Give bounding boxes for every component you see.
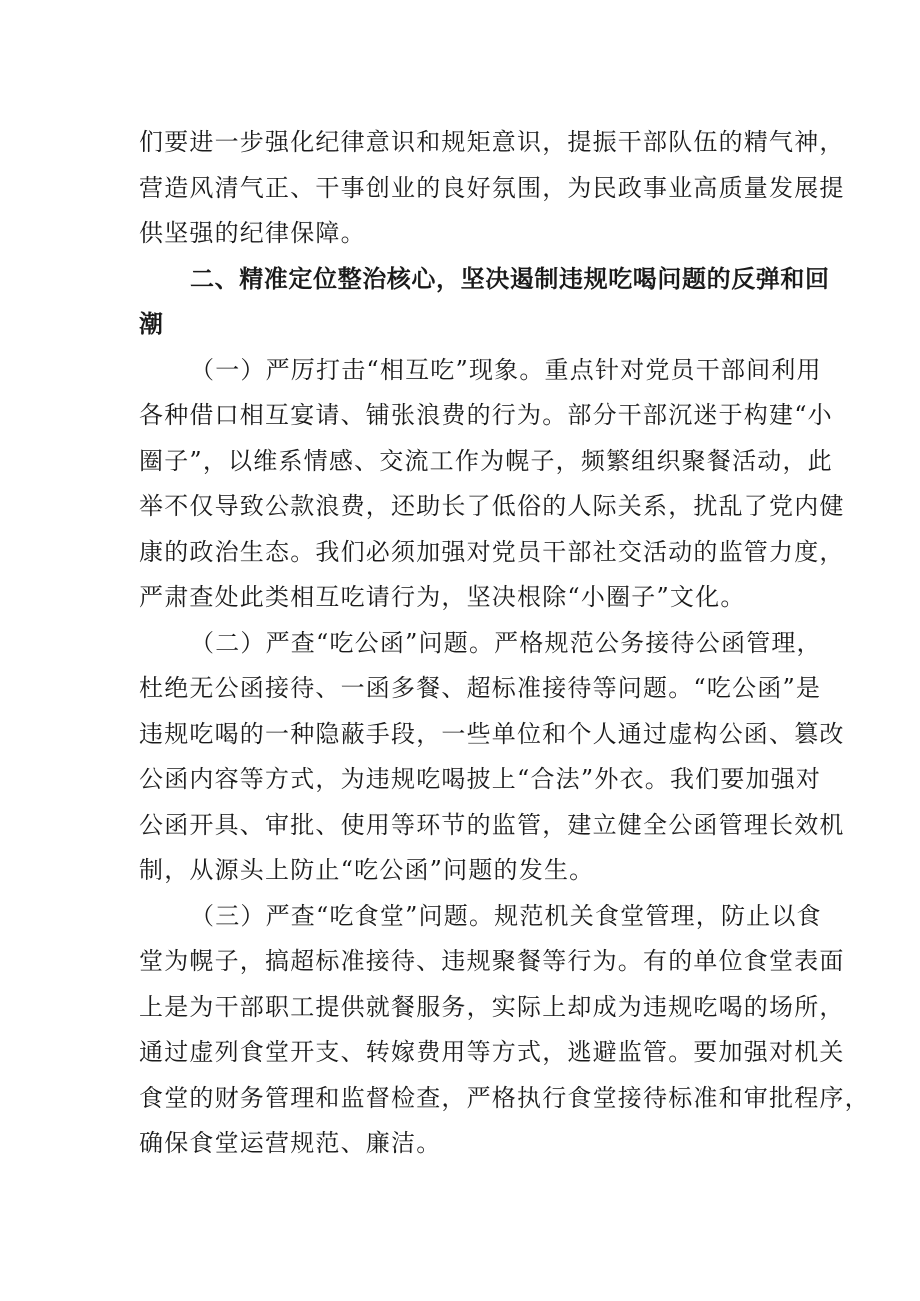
text-line: 们要进一步强化纪律意识和规矩意识，提振干部队伍的精气神， (139, 128, 845, 156)
text-line: 上是为干部职工提供就餐服务，实际上却成为违规吃喝的场所， (139, 992, 845, 1021)
text-line: 各种借口相互宴请、铺张浪费的行为。部分干部沉迷于构建“小 (139, 401, 833, 429)
text-line: （三）严查“吃食堂”问题。规范机关食堂管理，防止以食 (190, 901, 822, 930)
text-line: 圈子”，以维系情感、交流工作为幌子，频繁组织聚餐活动，此 (139, 446, 833, 475)
text-line: 举不仅导致公款浪费，还助长了低俗的人际关系，扰乱了党内健 (139, 492, 845, 520)
intro-paragraph (139, 120, 845, 257)
text-line: 杜绝无公函接待、一函多餐、超标准接待等问题。“吃公函”是 (139, 674, 822, 702)
text-line: 严肃查处此类相互吃请行为，坚决根除“小圈子”文化。 (139, 583, 746, 611)
text-line: 康的政治生态。我们必须加强对党员干部社交活动的监管力度， (139, 537, 845, 566)
paragraph-section-1 (139, 348, 845, 621)
text-line: 公函内容等方式，为违规吃喝披上“合法”外衣。我们要加强对 (139, 765, 822, 793)
text-line: 制，从源头上防止“吃公函”问题的发生。 (139, 856, 595, 884)
text-line: 通过虚列食堂开支、转嫁费用等方式，逃避监管。要加强对机关 (139, 1038, 845, 1066)
text-line: 堂为幌子，搞超标准接待、违规聚餐等行为。有的单位食堂表面 (139, 947, 845, 975)
paragraph-section-3 (139, 894, 870, 1167)
text-line: 确保食堂运营规范、廉洁。 (139, 1129, 442, 1157)
section-heading (139, 257, 830, 348)
paragraph-section-2 (139, 621, 845, 894)
text-line: 公函开具、审批、使用等环节的监管，建立健全公函管理长效机 (139, 810, 845, 839)
text-line: 食堂的财务管理和监督检查，严格执行食堂接待标准和审批程序， (139, 1083, 870, 1112)
document-body (139, 120, 870, 1167)
text-line: 供坚强的纪律保障。 (139, 219, 366, 247)
heading-line: 潮 (139, 310, 164, 338)
text-line: 违规吃喝的一种隐蔽手段，一些单位和个人通过虚构公函、篡改 (139, 719, 845, 748)
text-line: （二）严查“吃公函”问题。严格规范公务接待公函管理， (190, 628, 822, 657)
text-line: （一）严厉打击“相互吃”现象。重点针对党员干部间利用 (190, 355, 822, 384)
text-line: 营造风清气正、干事创业的良好氛围，为民政事业高质量发展提 (139, 173, 845, 202)
heading-line: 二、精准定位整治核心，坚决遏制违规吃喝问题的反弹和回 (190, 264, 830, 293)
